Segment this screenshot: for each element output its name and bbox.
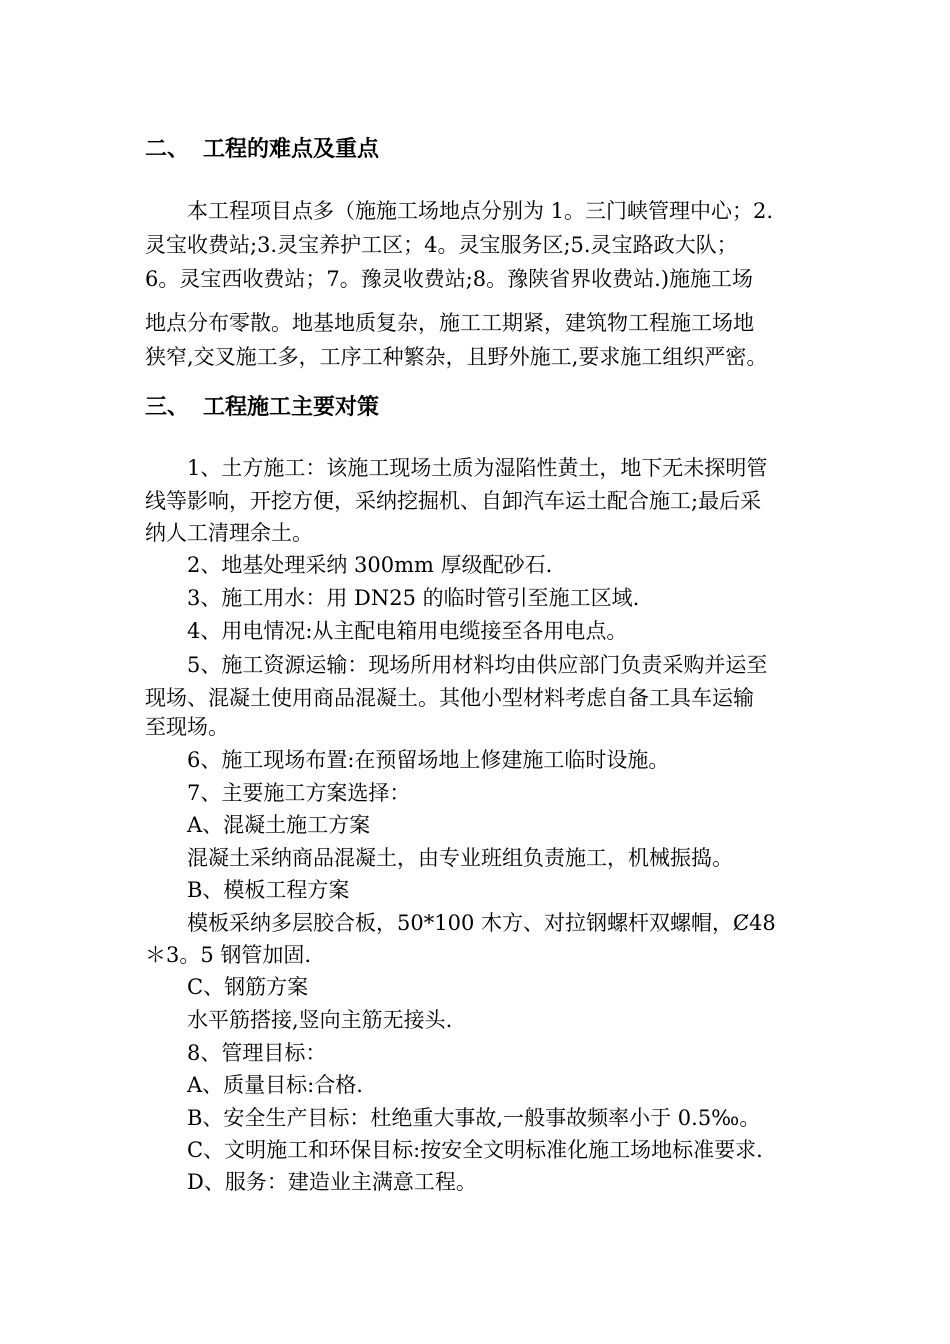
paragraph-line: 3、施工用水：用 DN25 的临时管引至施工区域. [187, 586, 640, 610]
paragraph-line: 8、管理目标： [187, 1041, 327, 1065]
paragraph-line: 6。灵宝西收费站；7。豫灵收费站;8。豫陕省界收费站.)施施工场 [145, 267, 754, 291]
paragraph-line: 7、主要施工方案选择： [187, 781, 411, 805]
section-2-number: 二、 [145, 137, 190, 162]
paragraph-line: 5、施工资源运输：现场所用材料均由供应部门负责采购并运至 [187, 653, 768, 677]
paragraph-line: D、服务：建造业主满意工程。 [187, 1170, 477, 1194]
paragraph-line: 模板采纳多层胶合板，50*100 木方、对拉钢螺杆双螺帽，Ȼ48 [187, 911, 776, 935]
paragraph-line: 灵宝收费站;3.灵宝养护工区；4。灵宝服务区;5.灵宝路政大队； [145, 233, 738, 257]
paragraph-line: A、混凝土施工方案 [187, 813, 371, 837]
paragraph-line: 本工程项目点多（施施工场地点分别为 1。三门峡管理中心；2. [187, 199, 774, 223]
paragraph-line: 水平筋搭接,竖向主筋无接头. [187, 1008, 453, 1032]
paragraph-line: 2、地基处理采纳 300mm 厚级配砂石. [187, 553, 553, 577]
paragraph-line: C、文明施工和环保目标:按安全文明标准化施工场地标准要求. [187, 1138, 763, 1162]
paragraph-line: ＊3。5 钢管加固. [145, 943, 312, 967]
section-2-heading [145, 135, 379, 165]
paragraph-line: 1、土方施工：该施工现场土质为湿陷性黄土，地下无未探明管 [187, 456, 768, 480]
paragraph-line: C、钢筋方案 [187, 975, 309, 999]
section-3-heading [145, 393, 379, 423]
paragraph-line: 地点分布零散。地基地质复杂，施工工期紧，建筑物工程施工场地 [145, 311, 754, 335]
paragraph-line: 现场、混凝土使用商品混凝土。其他小型材料考虑自备工具车运输 [145, 686, 754, 710]
section-2-title: 工程的难点及重点 [203, 137, 380, 162]
paragraph-line: 4、用电情况:从主配电箱用电缆接至各用电点。 [187, 619, 628, 643]
section-3-title: 工程施工主要对策 [203, 395, 380, 420]
paragraph-line: 混凝土采纳商品混凝土，由专业班组负责施工，机械振捣。 [187, 846, 733, 870]
paragraph-line: 纳人工清理余土。 [145, 521, 313, 545]
paragraph-line: 狭窄,交叉施工多，工序工种繁杂，且野外施工,要求施工组织严密。 [145, 345, 768, 369]
section-3-number: 三、 [145, 395, 190, 420]
paragraph-line: A、质量目标:合格. [187, 1073, 363, 1097]
paragraph-line: 线等影响，开挖方便，采纳挖掘机、自卸汽车运土配合施工;最后采 [145, 489, 762, 513]
paragraph-line: 至现场。 [145, 715, 229, 739]
paragraph-line: B、模板工程方案 [187, 878, 350, 902]
paragraph-line: 6、施工现场布置:在预留场地上修建施工临时设施。 [187, 748, 670, 772]
paragraph-line: B、安全生产目标：杜绝重大事故,一般事故频率小于 0.5‰。 [187, 1106, 761, 1130]
